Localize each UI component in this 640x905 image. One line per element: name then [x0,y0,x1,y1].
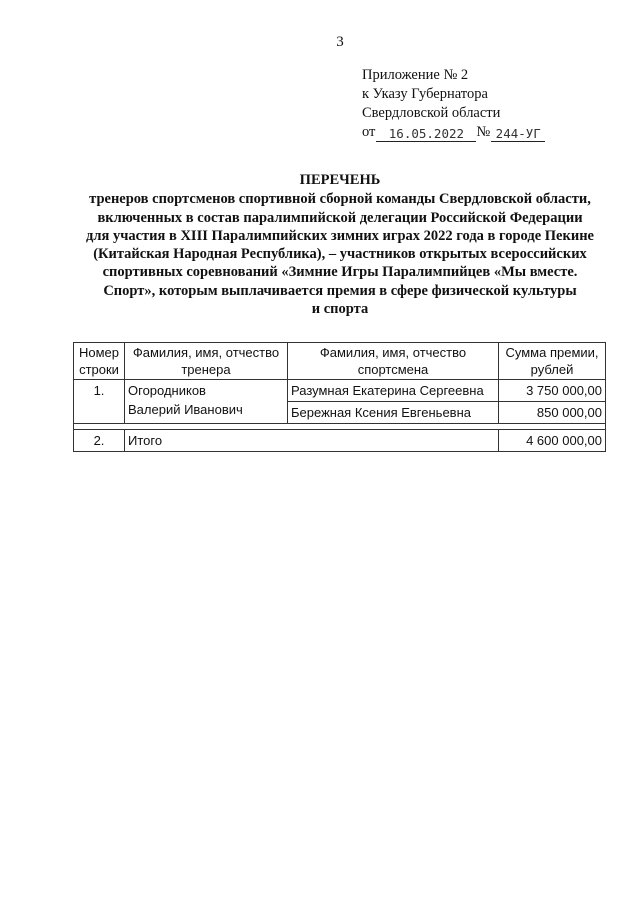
header-text: Фамилия, имя, отчество [319,345,467,360]
title-line: спортивных соревнований «Зимние Игры Паралимпийцев «Мы вместе. [102,264,578,281]
header-row-number [74,343,125,380]
appendix-line-2: к Указу Губернатора [362,86,488,102]
title-line: (Китайская Народная Республика), – участников открытых всероссийских [93,246,587,263]
decree-date: 16.05.2022 [376,126,476,142]
appendix-line-3: Свердловской области [362,105,501,121]
header-text: тренера [181,362,231,377]
title-line: для участия в XIII Паралимпийских зимних играх 2022 года в городе Пекине [86,227,594,244]
athlete-cell: Бережная Ксения Евгеньевна [288,402,499,424]
decree-date-number [362,123,545,142]
header-text: спортсмена [357,362,429,377]
table-header-row [74,343,606,380]
coach-surname: Огородников [128,383,206,398]
premium-table [73,342,606,452]
appendix-header [362,66,545,142]
header-athlete-name [288,343,499,380]
coach-given-names: Валерий Иванович [128,402,243,417]
amount-cell: 3 750 000,00 [499,380,606,402]
athlete-cell: Разумная Екатерина Сергеевна [288,380,499,402]
total-amount-cell: 4 600 000,00 [499,430,606,452]
decree-number: 244-УГ [491,126,545,142]
row-number-cell: 1. [74,380,125,424]
amount-cell: 850 000,00 [499,402,606,424]
title-heading: ПЕРЕЧЕНЬ [299,172,381,188]
header-text: рублей [530,362,574,377]
header-text: строки [79,362,119,377]
title-line: включенных в состав паралимпийской делегации Российской Федерации [97,209,583,226]
table-row [74,380,606,402]
appendix-line-1: Приложение № 2 [362,67,469,83]
header-amount [499,343,606,380]
header-text: Сумма премии, [505,345,599,360]
number-prefix: № [476,124,491,140]
title-line: и спорта [311,301,369,318]
table-total-row [74,430,606,452]
document-title [60,171,620,318]
total-label-cell: Итого [125,430,499,452]
date-prefix: от [362,124,376,140]
title-line: Спорт», которым выплачивается премия в сфере физической культуры [103,282,577,299]
header-text: Номер [78,345,119,360]
header-coach-name [125,343,288,380]
page-number: 3 [336,34,344,50]
title-line: тренеров спортсменов спортивной сборной команды Свердловской области, [89,191,591,208]
header-text: Фамилия, имя, отчество [132,345,280,360]
coach-cell [125,380,288,424]
total-number-cell: 2. [74,430,125,452]
